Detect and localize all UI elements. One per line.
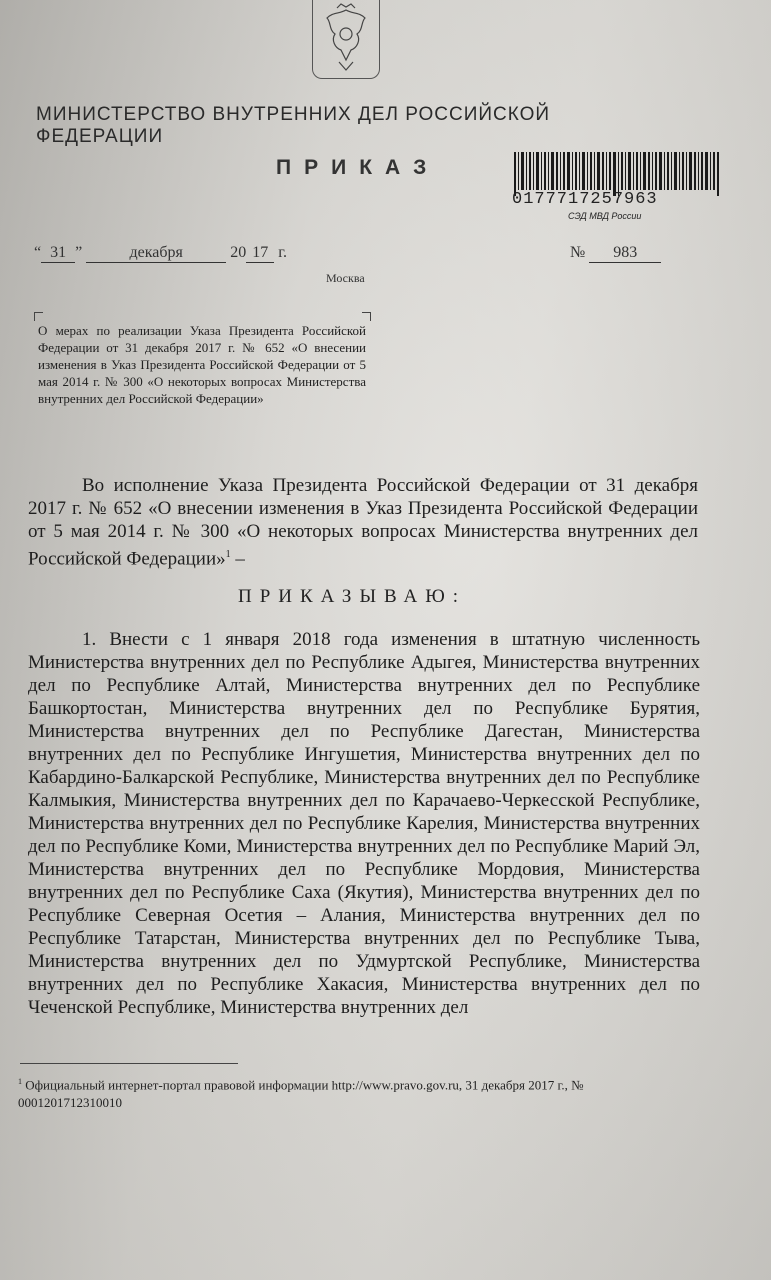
quote-close: ” bbox=[75, 244, 83, 261]
footnote-divider bbox=[20, 1063, 238, 1064]
footnote bbox=[18, 1073, 678, 1112]
date-year-prefix: 20 bbox=[230, 244, 247, 261]
document-subject: О мерах по реализации Указа Президента Российской Федерации от 31 декабря 2017 г. № 652 «О внесении изменения в Указ Президента Российской Федерации от 5 мая 2014 г. № 300 «О некоторых вопросах Министерства внутренних дел Российской Федерации» bbox=[38, 323, 366, 406]
footnote-text: Официальный интернет-портал правовой информации http://www.pravo.gov.ru, 31 декабря 2017 г., № 0001201712310010 bbox=[18, 1077, 584, 1111]
city: Москва bbox=[326, 271, 365, 285]
number-value: 983 bbox=[589, 244, 661, 263]
subject-bracket-right bbox=[362, 312, 371, 321]
date-year-suffix: 17 bbox=[246, 244, 274, 263]
paragraph-1: 1. Внести с 1 января 2018 года изменения в штатную численность Министерства внутренних дел по Республике Адыгея, Министерства внутренних дел по Республике Алтай, Министерства внутренних дел по Республике Башкортостан, Министерства внутренних дел по Республике Бурятия, Министерства внутренних дел по Республике Дагестан, Министерства внутренних дел по Республике Ингушетия, Министерства внутренних дел по Кабардино-Балкарской Республике, Министерства внутренних дел по Республике Калмыкия, Министерства внутренних дел по Карачаево-Черкесской Республике, Министерства внутренних дел по Республике Карелия, Министерства внутренних дел по Республике Коми, Министерства внутренних дел по Республике Марий Эл, Министерства внутренних дел по Республике Мордовия, Министерства внутренних дел по Республике Саха (Якутия), Министерства внутренних дел по Республике Северная Осетия – Алания, Министерства внутренних дел по Республике Татарстан, Министерства внутренних дел по Республике Тыва, Министерства внутренних дел по Удмуртской Республике, Министерства внутренних дел по Республике Хакасия, Министерства внутренних дел по Чеченской Республике, Министерства внутренних дел bbox=[28, 629, 700, 1018]
footnote-ref: 1 bbox=[225, 549, 231, 560]
footnote-mark: 1 bbox=[18, 1077, 22, 1086]
date-day: 31 bbox=[41, 244, 75, 263]
order-word: ПРИКАЗЫВАЮ: bbox=[238, 586, 467, 607]
russian-coat-of-arms-icon bbox=[312, 0, 380, 79]
subject-bracket-left bbox=[34, 312, 43, 321]
intro-paragraph bbox=[28, 474, 698, 570]
document-type: ПРИКАЗ bbox=[276, 156, 440, 179]
intro-end: – bbox=[230, 548, 245, 570]
ministry-title: МИНИСТЕРСТВО ВНУТРЕННИХ ДЕЛ РОССИЙСКОЙ ФЕДЕРАЦИИ bbox=[36, 104, 551, 147]
number-label: № bbox=[570, 244, 586, 261]
document-date bbox=[34, 244, 287, 263]
intro-text: Во исполнение Указа Президента Российской Федерации от 31 декабря 2017 г. № 652 «О внесении изменения в Указ Президента Российской Федерации от 5 мая 2014 г. № 300 «О некоторых вопросах Министерства внутренних дел Российской Федерации» bbox=[28, 475, 698, 570]
barcode-number: 0177717257963 bbox=[512, 190, 658, 209]
quote-open: “ bbox=[34, 244, 42, 261]
date-year-abbr: г. bbox=[278, 244, 287, 261]
date-month: декабря bbox=[86, 244, 226, 263]
document-number bbox=[570, 244, 661, 263]
barcode-caption: СЭД МВД России bbox=[568, 211, 642, 221]
